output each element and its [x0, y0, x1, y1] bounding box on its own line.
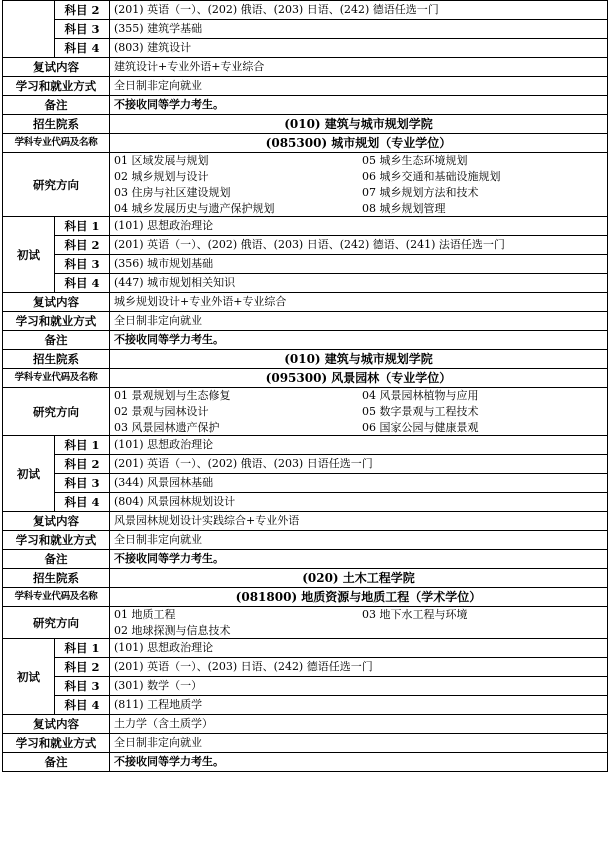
major-value: (095300) 风景园林（专业学位） — [110, 369, 608, 388]
table-row — [3, 77, 608, 96]
table-row — [3, 658, 608, 677]
direction-item: 02 地球探测与信息技术 — [114, 624, 231, 637]
study-mode-value: 全日制非定向就业 — [110, 312, 608, 331]
subject4-value: (447) 城市规划相关知识 — [110, 274, 608, 293]
dept-value: (010) 建筑与城市规划学院 — [110, 115, 608, 134]
table-row — [3, 58, 608, 77]
direction-item: 01 区域发展与规划 — [114, 154, 209, 167]
direction-label: 研究方向 — [3, 153, 110, 217]
study-mode-label: 学习和就业方式 — [3, 531, 110, 550]
subject3-value: (356) 城市规划基础 — [110, 255, 608, 274]
subject3-value: (344) 风景园林基础 — [110, 474, 608, 493]
direction-item — [362, 623, 603, 638]
table-row — [3, 331, 608, 350]
subject3-label: 科目 3 — [55, 20, 110, 39]
subject1-value: (101) 思想政治理论 — [110, 436, 608, 455]
direction-item: 01 地质工程 — [114, 608, 176, 621]
study-mode-value: 全日制非定向就业 — [110, 734, 608, 753]
direction-label: 研究方向 — [3, 607, 110, 639]
retest-value: 土力学（含土质学） — [110, 715, 608, 734]
direction-label: 研究方向 — [3, 388, 110, 436]
direction-item: 02 景观与园林设计 — [114, 405, 209, 418]
subject3-value: (301) 数学（一） — [110, 677, 608, 696]
table-row — [3, 350, 608, 369]
table-row — [3, 388, 608, 436]
table-row — [3, 455, 608, 474]
subject1-label: 科目 1 — [55, 217, 110, 236]
subject2-value: (201) 英语（一）、(202) 俄语、(203) 日语、(242) 德语、(241) 法语任选一门 — [110, 236, 608, 255]
admissions-table — [2, 0, 608, 772]
subject2-label: 科目 2 — [55, 236, 110, 255]
retest-label: 复试内容 — [3, 715, 110, 734]
study-mode-label: 学习和就业方式 — [3, 734, 110, 753]
direction-item: 06 城乡交通和基础设施规划 — [362, 170, 501, 183]
subject4-value: (803) 建筑设计 — [110, 39, 608, 58]
dept-label: 招生院系 — [3, 115, 110, 134]
dept-value: (020) 土木工程学院 — [110, 569, 608, 588]
retest-value: 风景园林规划设计实践综合+专业外语 — [110, 512, 608, 531]
table-row — [3, 293, 608, 312]
note-value: 不接收同等学力考生。 — [110, 550, 608, 569]
table-row — [3, 217, 608, 236]
table-row — [3, 474, 608, 493]
direction-item: 04 风景园林植物与应用 — [362, 389, 479, 402]
subject1-value: (101) 思想政治理论 — [110, 639, 608, 658]
table-row — [3, 715, 608, 734]
table-row — [3, 153, 608, 217]
retest-label: 复试内容 — [3, 58, 110, 77]
dept-label: 招生院系 — [3, 350, 110, 369]
table-row — [3, 607, 608, 639]
direction-list — [110, 607, 608, 639]
subject4-label: 科目 4 — [55, 696, 110, 715]
subject1-label: 科目 1 — [55, 639, 110, 658]
note-label: 备注 — [3, 753, 110, 772]
subject3-label: 科目 3 — [55, 474, 110, 493]
table-row — [3, 96, 608, 115]
direction-item: 05 数字景观与工程技术 — [362, 405, 479, 418]
direction-item: 03 住房与社区建设规划 — [114, 186, 231, 199]
subject2-label: 科目 2 — [55, 1, 110, 20]
note-value: 不接收同等学力考生。 — [110, 753, 608, 772]
prelim-label: 初试 — [3, 436, 55, 512]
study-mode-label: 学习和就业方式 — [3, 77, 110, 96]
subject4-label: 科目 4 — [55, 493, 110, 512]
major-label: 学科专业代码及名称 — [3, 588, 110, 607]
table-row — [3, 20, 608, 39]
table-row — [3, 274, 608, 293]
subject1-value: (101) 思想政治理论 — [110, 217, 608, 236]
direction-item: 01 景观规划与生态修复 — [114, 389, 231, 402]
direction-item: 07 城乡规划方法和技术 — [362, 186, 479, 199]
subject2-value: (201) 英语（一）、(202) 俄语、(203) 日语任选一门 — [110, 455, 608, 474]
table-row — [3, 436, 608, 455]
retest-value: 建筑设计+专业外语+专业综合 — [110, 58, 608, 77]
table-row — [3, 512, 608, 531]
table-row — [3, 236, 608, 255]
table-row — [3, 493, 608, 512]
table-row — [3, 115, 608, 134]
direction-item: 04 城乡发展历史与遗产保护规划 — [114, 202, 275, 215]
direction-item: 06 国家公园与健康景观 — [362, 421, 479, 434]
direction-item: 03 风景园林遗产保护 — [114, 421, 220, 434]
major-value: (081800) 地质资源与地质工程（学术学位） — [110, 588, 608, 607]
major-label: 学科专业代码及名称 — [3, 134, 110, 153]
table-row — [3, 531, 608, 550]
study-mode-label: 学习和就业方式 — [3, 312, 110, 331]
subject3-label: 科目 3 — [55, 255, 110, 274]
note-label: 备注 — [3, 550, 110, 569]
table-row — [3, 734, 608, 753]
subject2-value: (201) 英语（一）、(202) 俄语、(203) 日语、(242) 德语任选一门 — [110, 1, 608, 20]
table-row — [3, 134, 608, 153]
table-row — [3, 696, 608, 715]
subject3-value: (355) 建筑学基础 — [110, 20, 608, 39]
table-row — [3, 677, 608, 696]
retest-label: 复试内容 — [3, 512, 110, 531]
major-label: 学科专业代码及名称 — [3, 369, 110, 388]
study-mode-value: 全日制非定向就业 — [110, 77, 608, 96]
dept-label: 招生院系 — [3, 569, 110, 588]
direction-list — [110, 153, 608, 217]
prelim-label: 初试 — [3, 217, 55, 293]
subject4-label: 科目 4 — [55, 274, 110, 293]
study-mode-value: 全日制非定向就业 — [110, 531, 608, 550]
direction-item: 02 城乡规划与设计 — [114, 170, 209, 183]
direction-list — [110, 388, 608, 436]
subject2-label: 科目 2 — [55, 455, 110, 474]
subject2-label: 科目 2 — [55, 658, 110, 677]
dept-value: (010) 建筑与城市规划学院 — [110, 350, 608, 369]
note-label: 备注 — [3, 331, 110, 350]
table-row — [3, 39, 608, 58]
direction-item: 05 城乡生态环境规划 — [362, 154, 468, 167]
note-value: 不接收同等学力考生。 — [110, 331, 608, 350]
note-label: 备注 — [3, 96, 110, 115]
table-row — [3, 255, 608, 274]
retest-value: 城乡规划设计+专业外语+专业综合 — [110, 293, 608, 312]
subject2-value: (201) 英语（一）、(203) 日语、(242) 德语任选一门 — [110, 658, 608, 677]
subject4-value: (804) 风景园林规划设计 — [110, 493, 608, 512]
note-value: 不接收同等学力考生。 — [110, 96, 608, 115]
table-row — [3, 1, 608, 20]
subject3-label: 科目 3 — [55, 677, 110, 696]
table-row — [3, 569, 608, 588]
subject4-label: 科目 4 — [55, 39, 110, 58]
table-row — [3, 369, 608, 388]
prelim-label: 初试 — [3, 639, 55, 715]
prelim-label-cell — [3, 1, 55, 58]
table-row — [3, 639, 608, 658]
table-row — [3, 312, 608, 331]
table-row — [3, 588, 608, 607]
major-value: (085300) 城市规划（专业学位） — [110, 134, 608, 153]
subject4-value: (811) 工程地质学 — [110, 696, 608, 715]
subject1-label: 科目 1 — [55, 436, 110, 455]
table-row — [3, 753, 608, 772]
retest-label: 复试内容 — [3, 293, 110, 312]
direction-item: 08 城乡规划管理 — [362, 202, 446, 215]
direction-item: 03 地下水工程与环境 — [362, 608, 468, 621]
table-row — [3, 550, 608, 569]
